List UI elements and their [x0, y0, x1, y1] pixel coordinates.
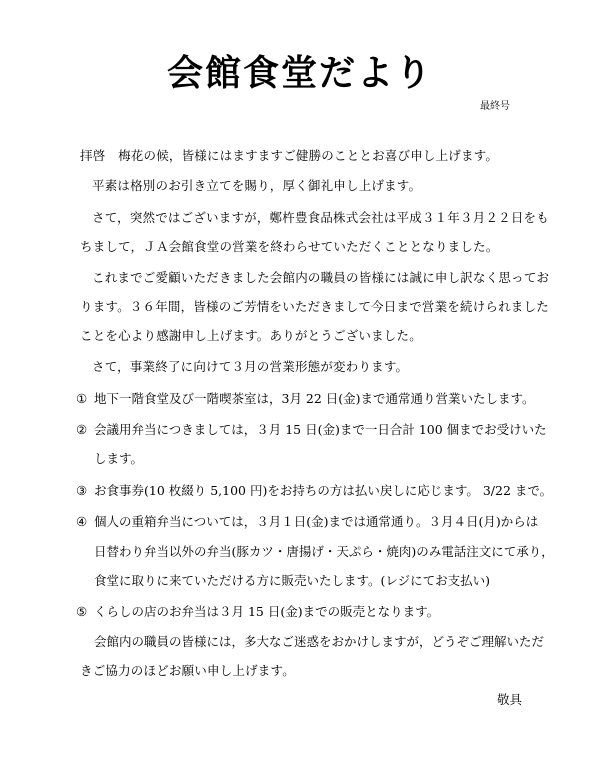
item-number: ④ [76, 514, 88, 529]
announce-line-2: ちまして，ＪＡ会館食堂の営業を終わらせていただくこととなりました。 [80, 239, 499, 254]
item-text: 会議用弁当につきましては，３月 15 日(金)まで一日合計 100 個までお受けいた [94, 422, 547, 437]
announce-line-1: さて，突然ではございますが，鄭杵豊食品株式会社は平成３１年３月２２日をも [92, 210, 549, 225]
item-text: 個人の重箱弁当については，３月１日(金)までは通常通り。３月４日(月)からは [94, 514, 539, 529]
thanks-line: 平素は格別のお引き立てを賜り，厚く御礼申し上げます。 [92, 178, 422, 193]
apology-line-2: きご協力のほどお願い申し上げます。 [80, 663, 295, 678]
list-item-4 [76, 514, 539, 530]
list-item-2 [76, 422, 547, 438]
apology-line-1: 会館内の職員の皆様には，多大なご迷惑をおかけしますが，どうぞご理解いただ [94, 634, 545, 649]
item-text: くらしの店のお弁当は３月 15 日(金)までの販売となります。 [94, 604, 440, 619]
change-intro-line: さて，事業終了に向けて３月の営業形態が変わります。 [92, 359, 409, 374]
item-2-continuation: します。 [94, 451, 144, 466]
greeting-line: 拝啓 梅花の候，皆様にはますますご健勝のこととお喜び申し上げます。 [80, 148, 499, 163]
sign-off: 敬具 [496, 692, 522, 707]
gratitude-line-3: ことを心より感謝申し上げます。ありがとうございました。 [80, 328, 422, 343]
gratitude-line-2: ります。３６年間，皆様のご芳情をいただきまして今日まで営業を続けられました [80, 299, 549, 314]
item-number: ⑤ [76, 604, 88, 619]
list-item-5 [76, 604, 536, 620]
item-number: ① [76, 391, 88, 406]
issue-label: 最終号 [480, 101, 510, 112]
item-4-continuation-1: 日替わり弁当以外の弁当(豚カツ・唐揚げ・天ぷら・焼肉)のみ電話注文にて承り， [94, 544, 554, 559]
item-4-continuation-2: 食堂に取りに来ていただける方に販売いたします。(レジにてお支払い) [94, 573, 490, 588]
item-number: ③ [76, 483, 88, 498]
item-text: 地下一階食堂及び一階喫茶室は，3月 22 日(金)まで通常通り営業いたします。 [94, 391, 535, 406]
gratitude-line-1: これまでご愛顧いただきました会館内の職員の皆様には誠に申し訳なく思ってお [92, 270, 550, 285]
item-text: お食事券(10 枚綴り 5,100 円)をお持ちの方は払い戻しに応じます。 3/22 まで。 [94, 483, 553, 498]
list-item-1 [76, 391, 536, 407]
list-item-3 [76, 483, 553, 499]
item-number: ② [76, 422, 88, 437]
page-title: 会館食堂だより [166, 53, 433, 94]
